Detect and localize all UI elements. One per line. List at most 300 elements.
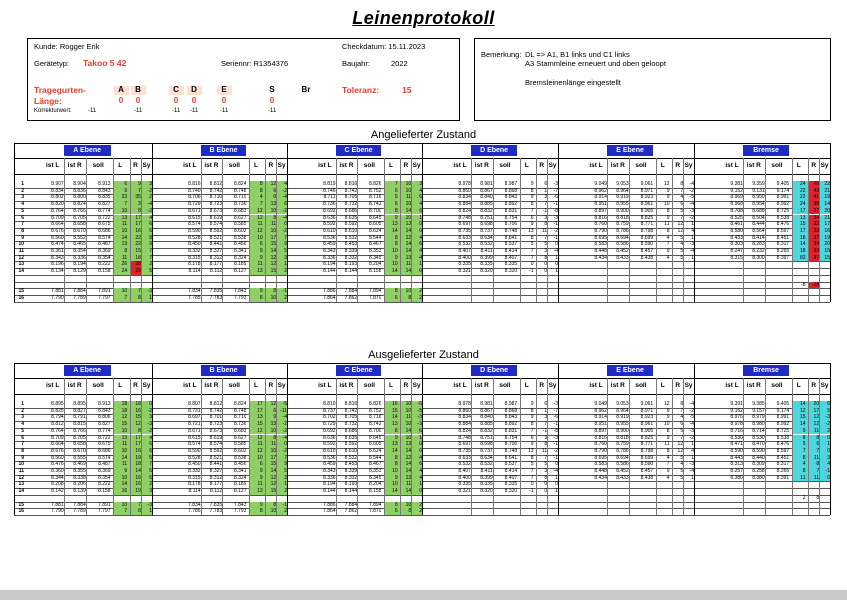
data-cell: 8.919	[616, 194, 629, 201]
data-cell: 16	[135, 407, 141, 414]
data-cell	[493, 275, 517, 281]
data-cell: 8.177	[209, 481, 223, 488]
data-cell: 8.624	[368, 227, 382, 234]
data-cell: 8	[666, 427, 670, 434]
data-cell	[607, 502, 629, 508]
col-border	[607, 158, 608, 302]
data-cell: 10	[270, 427, 277, 434]
data-cell: 6	[827, 401, 830, 407]
data-cell	[400, 275, 411, 281]
col-header: ist R	[474, 162, 489, 169]
data-cell	[336, 275, 358, 281]
row-line	[14, 302, 830, 303]
data-cell: 7.790	[51, 294, 64, 301]
data-cell: 8.345	[368, 254, 382, 261]
data-cell	[493, 495, 517, 501]
data-cell: -28	[811, 281, 820, 288]
data-cell	[721, 508, 743, 514]
data-cell: -4	[553, 468, 558, 474]
data-cell	[493, 508, 517, 514]
data-cell: 8.742	[368, 421, 382, 428]
data-cell: 6	[816, 441, 820, 448]
data-cell: 7.862	[344, 508, 358, 515]
data-cell	[314, 495, 336, 501]
data-cell: 14	[270, 468, 277, 474]
data-cell: 9.405	[776, 181, 790, 187]
data-cell: 8.615	[188, 214, 201, 221]
data-cell: 17	[799, 227, 806, 234]
col-border	[384, 378, 385, 515]
data-cell: 10	[392, 468, 398, 474]
data-cell: 16	[135, 474, 141, 481]
data-cell: 8.636	[323, 214, 336, 221]
data-cell	[547, 295, 558, 301]
data-cell: 8.834	[458, 414, 471, 421]
data-cell	[721, 261, 743, 267]
data-cell: 5	[394, 194, 398, 201]
data-cell: -2	[689, 214, 694, 221]
data-cell	[607, 288, 629, 294]
data-cell: 8.341	[233, 248, 247, 254]
data-cell	[179, 282, 201, 288]
data-cell: 7.783	[209, 508, 223, 515]
data-cell: 11	[541, 447, 548, 454]
data-cell	[547, 288, 558, 294]
data-cell: 8.827	[98, 421, 111, 428]
data-cell: 8.158	[98, 488, 111, 495]
data-cell: 22	[135, 234, 141, 241]
data-cell: 12	[257, 427, 263, 434]
data-cell: 8	[530, 407, 534, 414]
data-cell	[629, 275, 653, 281]
data-cell: 0	[284, 221, 287, 228]
data-cell	[536, 495, 547, 501]
gurt-laenge-E: 0	[221, 96, 227, 105]
data-cell: 6	[149, 441, 152, 448]
data-cell: 7.843	[233, 501, 247, 508]
data-cell: 8.968	[730, 201, 743, 208]
gurt-col-Br: Br	[301, 85, 311, 94]
data-cell: 0	[555, 241, 558, 248]
data-cell: 8.407	[458, 468, 471, 474]
data-cell: 8.914	[594, 194, 607, 201]
row-number: 10	[18, 461, 24, 468]
data-cell: 5	[544, 241, 548, 248]
row-number: 1	[21, 401, 24, 407]
col-border	[493, 378, 494, 515]
data-cell: 8.459	[323, 461, 336, 468]
data-cell: 8.320	[504, 268, 518, 275]
gurt-col-A: A	[118, 85, 124, 94]
data-cell: 7.797	[98, 294, 111, 301]
data-cell	[130, 495, 141, 501]
data-cell: 7	[530, 427, 534, 434]
data-cell: 19	[135, 488, 141, 495]
col-header: Sy	[684, 382, 693, 389]
data-cell: 8.592	[323, 441, 336, 448]
data-cell: 8.354	[98, 254, 111, 261]
data-cell: 6	[394, 294, 398, 301]
data-cell: 8.978	[730, 421, 743, 428]
data-cell: 9	[666, 434, 670, 441]
data-cell: 8.892	[504, 421, 518, 428]
data-cell: 37	[813, 234, 820, 241]
row-number: 3	[21, 194, 24, 201]
data-cell: 12	[257, 434, 263, 441]
col-header: soll	[228, 162, 240, 169]
data-cell	[765, 288, 789, 294]
data-cell: -1	[282, 501, 287, 508]
data-cell: -3	[689, 461, 694, 468]
data-cell: 8.536	[323, 454, 336, 461]
col-header: ist L	[183, 162, 197, 169]
data-cell: 8.748	[504, 447, 518, 454]
data-cell	[607, 275, 629, 281]
data-cell: 14	[392, 488, 398, 495]
data-cell: 7	[816, 447, 820, 454]
data-cell: 8.411	[480, 248, 493, 254]
col-border	[547, 158, 548, 302]
data-cell: 8.313	[730, 461, 743, 468]
col-header: L	[118, 382, 123, 389]
data-cell: 5	[680, 474, 684, 481]
col-header: Sy	[548, 162, 557, 169]
data-cell	[585, 502, 607, 508]
data-cell: 14	[121, 481, 128, 488]
data-cell: 8.722	[98, 434, 111, 441]
data-cell: 8.816	[188, 181, 201, 187]
data-cell: 9	[259, 474, 263, 481]
data-cell: 8.504	[752, 214, 765, 221]
data-cell: 8.740	[188, 187, 201, 194]
col-border	[683, 158, 684, 302]
col-header: L	[388, 162, 393, 169]
data-cell: 8.300	[752, 254, 765, 261]
ebene-header-5: Bremse	[743, 145, 789, 156]
gurt-korrektur-E: -11	[219, 108, 229, 114]
data-cell: 8	[408, 508, 412, 515]
data-cell: 8	[666, 447, 670, 454]
col-header: Sy	[277, 382, 286, 389]
data-cell	[130, 282, 141, 288]
data-cell: 8.380	[730, 474, 743, 481]
data-cell: 8.438	[640, 474, 654, 481]
data-cell: 9.053	[616, 401, 629, 407]
group-border	[14, 143, 15, 302]
data-cell: 9	[394, 214, 398, 221]
tragegurten-label: Tragegurten-	[34, 85, 86, 95]
data-cell: 8.134	[51, 268, 64, 275]
data-cell: 32	[813, 221, 820, 228]
col-header: soll	[635, 382, 647, 389]
page-title: Leinenprotokoll	[352, 8, 495, 28]
data-cell: -1	[553, 234, 558, 241]
data-cell: 1	[555, 488, 558, 495]
data-cell: 8.900	[616, 427, 629, 434]
data-cell: 8.987	[504, 181, 518, 187]
data-cell	[179, 495, 201, 501]
data-cell: 8.676	[51, 447, 64, 454]
col-header: R	[811, 162, 817, 169]
data-cell: 34	[813, 214, 820, 221]
data-cell	[201, 282, 223, 288]
col-border	[265, 158, 266, 302]
data-cell: 8.544	[368, 454, 382, 461]
data-cell	[585, 275, 607, 281]
data-cell: 3	[544, 194, 548, 201]
col-header: soll	[92, 382, 104, 389]
data-cell	[520, 295, 534, 301]
col-border	[765, 158, 766, 302]
data-cell: 20	[824, 241, 830, 248]
data-cell: 8.834	[51, 187, 64, 194]
data-cell: 2	[284, 488, 287, 495]
data-cell: 8.710	[233, 194, 247, 201]
data-cell: 8.790	[594, 447, 607, 454]
data-cell: 0	[530, 481, 534, 488]
data-cell: 8.840	[480, 194, 493, 201]
data-cell: 8.474	[51, 241, 64, 248]
table-angeliefert	[14, 143, 830, 340]
data-cell: 11	[664, 221, 670, 228]
data-cell: 7	[816, 468, 820, 474]
data-cell: 8.759	[616, 221, 629, 228]
data-cell: 12	[270, 474, 277, 481]
data-cell: 8.178	[188, 481, 201, 488]
row-number: 6	[21, 434, 24, 441]
data-cell: 8.751	[480, 434, 493, 441]
data-cell	[656, 288, 670, 294]
data-cell	[683, 488, 694, 494]
data-cell	[743, 508, 765, 514]
data-cell: 8.627	[233, 214, 247, 221]
data-cell: 8.354	[73, 248, 86, 254]
data-cell: 8.324	[233, 254, 247, 261]
data-cell: -2	[689, 434, 694, 441]
data-cell: -8	[553, 427, 558, 434]
data-cell: 8.900	[616, 207, 629, 214]
data-cell: 15	[270, 241, 277, 248]
data-cell: 8.336	[73, 254, 86, 261]
data-cell: 8.536	[323, 234, 336, 241]
data-cell: 9.131	[752, 187, 765, 194]
data-cell: 8.315	[188, 474, 201, 481]
col-header: ist L	[45, 382, 60, 389]
data-cell: 8	[138, 294, 141, 301]
data-cell: 8.816	[594, 214, 607, 221]
data-cell: 8.453	[344, 461, 358, 468]
data-cell	[672, 268, 683, 274]
data-cell: 18	[135, 401, 141, 407]
data-cell	[819, 508, 830, 514]
data-cell: 8.635	[344, 434, 358, 441]
data-cell: 10	[270, 227, 277, 234]
data-cell: -2	[147, 187, 152, 194]
data-cell	[607, 488, 629, 494]
data-cell: 8.885	[480, 421, 493, 428]
data-cell: 8.158	[368, 488, 382, 495]
data-cell: 5	[284, 468, 287, 474]
data-cell: 8.907	[51, 181, 64, 187]
data-cell: 8.590	[730, 447, 743, 454]
data-cell	[683, 508, 694, 514]
data-cell: 8.448	[594, 248, 607, 254]
data-cell: 8.807	[188, 401, 201, 407]
data-cell: 0	[149, 401, 152, 407]
data-cell: 0	[419, 268, 422, 275]
data-cell: 14	[405, 268, 412, 275]
row-number: 15	[18, 501, 24, 508]
data-cell: 37	[813, 207, 820, 214]
data-cell: 11	[270, 441, 277, 448]
data-cell: 8.766	[73, 427, 86, 434]
data-cell: 8.641	[504, 454, 518, 461]
data-cell: 7.870	[368, 294, 382, 301]
data-cell: 33	[121, 194, 128, 201]
data-cell	[493, 502, 517, 508]
data-cell: 8	[124, 248, 128, 254]
data-cell: 8.586	[616, 461, 629, 468]
col-header: Sy	[277, 162, 286, 169]
data-cell: 9.157	[752, 407, 765, 414]
group-border	[422, 143, 423, 302]
data-cell: 14	[405, 468, 412, 474]
data-cell: 8.923	[640, 194, 654, 201]
col-header: soll	[635, 162, 647, 169]
data-cell: 10	[257, 234, 263, 241]
data-cell: 24	[121, 268, 128, 275]
data-cell: 5	[284, 248, 287, 254]
data-cell: 5	[680, 254, 684, 261]
data-cell: 8.258	[752, 468, 765, 474]
data-cell: 8.341	[233, 468, 247, 474]
data-cell	[683, 268, 694, 274]
data-cell: 8.923	[640, 414, 654, 421]
data-cell: 8.222	[98, 261, 111, 268]
data-cell: 8.714	[752, 427, 765, 434]
data-cell: 8.686	[98, 447, 111, 454]
data-cell: 8.798	[640, 227, 654, 234]
data-cell: 8.343	[323, 248, 336, 254]
data-cell: 8.335	[458, 261, 471, 268]
data-cell: 8.400	[458, 254, 471, 261]
data-cell	[547, 282, 558, 288]
data-cell: 9	[666, 194, 670, 201]
data-cell	[743, 268, 765, 274]
col-header: R	[539, 162, 545, 169]
data-cell: 8.433	[730, 234, 743, 241]
data-cell	[86, 495, 111, 501]
data-cell: 1	[555, 474, 558, 481]
data-cell: 8.695	[594, 454, 607, 461]
data-cell: 4	[666, 254, 670, 261]
data-cell	[520, 275, 534, 281]
data-cell	[86, 282, 111, 288]
data-cell	[201, 275, 223, 281]
col-header: ist L	[45, 162, 60, 169]
data-cell: 7	[666, 461, 670, 468]
data-cell	[672, 275, 683, 281]
data-cell: 9.053	[616, 181, 629, 187]
col-header: ist L	[725, 162, 739, 169]
data-cell: -1	[542, 207, 548, 214]
col-border	[493, 158, 494, 302]
data-cell	[792, 481, 806, 487]
data-cell: 15	[799, 221, 806, 228]
data-cell: 4	[680, 194, 684, 201]
gurt-laenge-S: 0	[269, 96, 275, 105]
data-cell: -2	[689, 407, 694, 414]
data-cell: 8.992	[776, 201, 790, 208]
data-cell: 8.748	[504, 227, 518, 234]
data-cell: 1	[691, 441, 694, 448]
data-cell	[792, 502, 806, 508]
data-cell: 8.434	[594, 254, 607, 261]
data-cell: 8.590	[640, 461, 654, 468]
data-cell	[765, 268, 789, 274]
col-header: ist R	[67, 382, 82, 389]
gurt-col-D: D	[191, 85, 197, 94]
data-cell: 7	[530, 248, 534, 254]
data-cell	[493, 282, 517, 288]
table-ausgeliefert	[14, 363, 830, 550]
data-cell: 4	[259, 194, 263, 201]
col-border	[808, 158, 809, 302]
data-cell: 8.751	[480, 214, 493, 221]
data-cell: 4	[149, 434, 152, 441]
data-cell: 8.671	[188, 427, 201, 434]
data-cell: 5	[680, 207, 684, 214]
data-cell	[721, 495, 743, 501]
col-header: ist R	[474, 382, 489, 389]
col-border	[384, 158, 385, 302]
data-cell: 7	[802, 447, 806, 454]
data-cell: 16	[135, 481, 141, 488]
data-cell: 8.335	[458, 481, 471, 488]
col-header: ist R	[204, 162, 219, 169]
baujahr-value: 2022	[391, 59, 408, 68]
data-cell: 7.834	[188, 501, 201, 508]
data-cell: 14	[121, 234, 128, 241]
data-cell: 8.247	[730, 248, 743, 254]
data-cell: 12	[257, 207, 263, 214]
data-cell: 8.686	[344, 427, 358, 434]
data-cell: 2	[827, 427, 830, 434]
col-border	[471, 158, 472, 302]
data-cell: 8	[394, 427, 398, 434]
data-cell: 12	[270, 261, 277, 268]
data-cell: 7	[530, 468, 534, 474]
data-cell: 4	[680, 461, 684, 468]
data-cell: 11	[405, 261, 412, 268]
data-cell: 2	[149, 481, 152, 488]
data-cell: 8.528	[188, 454, 201, 461]
data-cell	[819, 282, 830, 288]
data-cell: 12	[677, 441, 684, 448]
data-cell: 6	[394, 201, 398, 208]
data-cell: -3	[553, 401, 558, 407]
data-cell: 8.716	[730, 427, 743, 434]
col-header: ist R	[610, 162, 625, 169]
row-number: 8	[21, 227, 24, 234]
data-cell: 8.919	[616, 414, 629, 421]
data-cell: 8	[394, 207, 398, 214]
data-cell: 12	[121, 414, 128, 421]
data-cell: 8.583	[594, 461, 607, 468]
data-cell: 8.178	[188, 261, 201, 268]
data-cell: 9	[666, 414, 670, 421]
ebene-header-2: C Ebene	[336, 145, 382, 156]
